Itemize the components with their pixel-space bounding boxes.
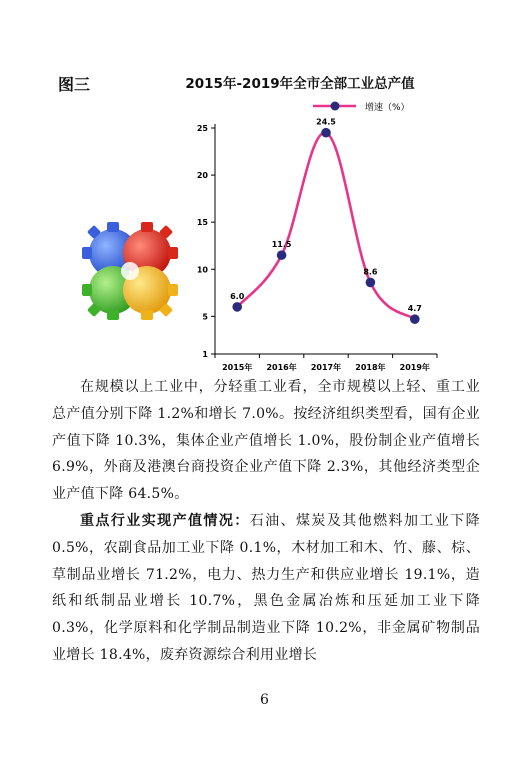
y-tick-label: 25	[196, 124, 208, 133]
y-tick-label: 15	[196, 218, 208, 228]
data-label: 24.5	[316, 117, 336, 127]
series-line-growth-rate	[237, 133, 415, 320]
line-chart	[185, 92, 445, 374]
y-tick-label: 10	[196, 265, 208, 275]
data-point	[410, 314, 420, 324]
paragraph-lead: 重点行业实现产值情况：	[80, 512, 250, 529]
body-text	[52, 374, 480, 669]
chart-legend	[313, 101, 410, 113]
data-label: 8.6	[363, 267, 378, 277]
data-point	[277, 250, 287, 260]
y-tick-label: 5	[202, 312, 208, 322]
x-tick-label: 2018年	[355, 363, 386, 372]
data-point	[232, 302, 242, 312]
data-point	[321, 128, 331, 138]
chart-title: 2015年-2019年全市全部工业总产值	[185, 76, 415, 92]
paragraph-text: 在规模以上工业中，分轻重工业看，全市规模以上轻、重工业总产值分别下降 1.2%和增长 7.0%。按经济组织类型看，国有企业产值下降 10.3%，集体企业产值增长 1.0%，股份制企业产值增长 6.9%，外商及港澳台商投资企业产值下降 2.3%，其他经济类型企业产值下降 64.5%。	[52, 379, 480, 503]
data-label: 11.5	[271, 240, 292, 250]
data-label: 4.7	[407, 304, 422, 314]
paragraph-industry-structure	[52, 374, 480, 508]
x-tick-label: 2016年	[266, 363, 297, 372]
x-tick-label: 2017年	[310, 363, 342, 372]
y-tick-label: 1	[202, 350, 208, 359]
data-point	[366, 278, 376, 288]
page-number: 6	[260, 692, 269, 708]
y-tick-label: 20	[196, 171, 208, 181]
x-tick-label: 2015年	[222, 363, 253, 372]
x-tick-label: 2019年	[399, 363, 430, 372]
paragraph-text: 石油、煤炭及其他燃料加工业下降 0.5%，农副食品加工业下降 0.1%，木材加工和木、竹、藤、棕、草制品业增长 71.2%，电力、热力生产和供应业增长 19.1%，造纸和纸制品业增长 10.7%，黑色金属冶炼和压延加工业下降 0.3%，化学原料和化学制品制造业下降 10.2%，非金属矿物制品业增长 18.4%，废弃资源综合利用业增长	[52, 512, 480, 663]
data-label: 6.0	[230, 291, 245, 301]
figure-label: 图三	[58, 75, 91, 94]
legend-label: 增速（%）	[365, 103, 410, 113]
puzzle-gears-illustration	[78, 218, 182, 336]
legend-marker-swatch	[331, 102, 340, 111]
paragraph-key-industries	[52, 508, 480, 669]
